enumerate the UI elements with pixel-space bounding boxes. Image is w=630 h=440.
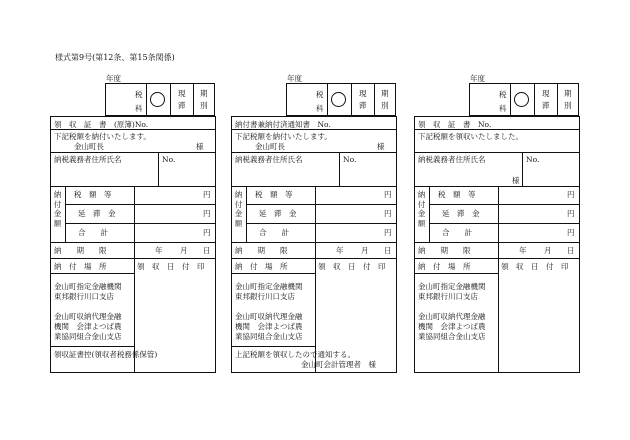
tax-kind-char-2: 科 — [499, 104, 507, 113]
payment-place-label: 納 付 場 所 — [54, 262, 107, 271]
deadline-month: 月 — [361, 246, 369, 255]
no-label: No. — [343, 155, 357, 164]
slip-body-line-1: 下記税額を納付いたします。 — [235, 132, 332, 141]
slip-3 — [414, 72, 580, 372]
tax-kind-char-1: 税 — [135, 90, 143, 99]
slip-header: 領 収 証 書 No. — [418, 120, 492, 129]
taxpayer-label: 納税義務者住所氏名 — [54, 155, 122, 164]
deadline-label: 納 期 限 — [54, 246, 107, 255]
late-fee-label: 延 滞 金 — [442, 209, 480, 218]
genkyo-char-1: 現 — [359, 89, 367, 98]
genkyo-char-2: 滞 — [542, 101, 550, 110]
kibetsu-char-1: 期 — [381, 89, 389, 98]
tax-amount-yen: 円 — [203, 190, 211, 199]
deadline-year: 年 — [336, 246, 344, 255]
kibetsu-char-2: 別 — [200, 101, 208, 110]
late-fee-yen: 円 — [384, 209, 392, 218]
agent-line-2: 機関 会津よつば農 — [54, 322, 122, 331]
deadline-year: 年 — [519, 246, 527, 255]
year-label: 年度 — [106, 74, 121, 83]
deadline-month: 月 — [544, 246, 552, 255]
agent-line-3: 業協同組合金山支店 — [418, 332, 486, 341]
total-yen: 円 — [567, 228, 575, 237]
tax-kind-char-1: 税 — [316, 90, 324, 99]
deadline-day: 日 — [384, 246, 392, 255]
tax-amount-yen: 円 — [567, 190, 575, 199]
slip-body-line-2-suffix: 様 — [377, 142, 385, 151]
kibetsu-char-1: 期 — [200, 89, 208, 98]
no-label: No. — [526, 155, 540, 164]
tax-seal-circle — [514, 92, 529, 107]
genkyo-char-2: 滞 — [359, 101, 367, 110]
tax-amount-yen: 円 — [384, 190, 392, 199]
agent-line-2: 機関 会津よつば農 — [418, 322, 486, 331]
slip-1 — [50, 72, 216, 372]
agent-line-1: 金山町収納代理金融 — [54, 312, 122, 321]
genkyo-char-2: 滞 — [178, 101, 186, 110]
bank-line-1: 金山町指定金融機関 — [235, 282, 303, 291]
late-fee-label: 延 滞 金 — [259, 209, 297, 218]
tax-kind-char-2: 科 — [316, 104, 324, 113]
tax-amount-label: 税 額 等 — [74, 190, 112, 199]
footer-line-1: 領収証書控(領収者税務係保管) — [54, 350, 158, 359]
genkyo-char-1: 現 — [542, 89, 550, 98]
taxpayer-label: 納税義務者住所氏名 — [235, 155, 303, 164]
deadline-day: 日 — [567, 246, 575, 255]
no-label: No. — [162, 155, 176, 164]
tax-amount-label: 税 額 等 — [438, 190, 476, 199]
tax-kind-char-1: 税 — [499, 90, 507, 99]
slip-2 — [231, 72, 397, 372]
late-fee-label: 延 滞 金 — [78, 209, 116, 218]
total-label: 合 計 — [259, 228, 289, 237]
late-fee-yen: 円 — [203, 209, 211, 218]
amount-group-label: 納 付 金 額 — [234, 190, 243, 228]
slip-header: 納付書兼納付済通知書 No. — [235, 120, 331, 129]
deadline-year: 年 — [155, 246, 163, 255]
bank-line-1: 金山町指定金融機関 — [54, 282, 122, 291]
kibetsu-char-1: 期 — [564, 89, 572, 98]
footer-line-1: 上記税額を領収したので通知する。 — [235, 350, 355, 359]
taxpayer-label: 納税義務者住所氏名 — [418, 155, 486, 164]
kibetsu-char-2: 別 — [381, 101, 389, 110]
bank-line-2: 東邦銀行川口支店 — [54, 292, 114, 301]
slip-header: 領 収 証 書 (原簿)No. — [54, 120, 149, 129]
slip-body-line-2: 金山町長 — [255, 142, 285, 151]
year-label: 年度 — [470, 74, 485, 83]
kibetsu-char-2: 別 — [564, 101, 572, 110]
tax-seal-circle — [331, 92, 346, 107]
slip-body-line-1: 下記税額を納付いたします。 — [54, 132, 151, 141]
deadline-label: 納 期 限 — [235, 246, 288, 255]
tax-seal-circle — [150, 92, 165, 107]
agent-line-1: 金山町収納代理金融 — [235, 312, 303, 321]
agent-line-1: 金山町収納代理金融 — [418, 312, 486, 321]
deadline-day: 日 — [203, 246, 211, 255]
amount-group-label: 納 付 金 額 — [417, 190, 426, 228]
amount-group-label: 納 付 金 額 — [53, 190, 62, 228]
deadline-label: 納 期 限 — [418, 246, 471, 255]
total-yen: 円 — [384, 228, 392, 237]
total-yen: 円 — [203, 228, 211, 237]
agent-line-3: 業協同組合金山支店 — [235, 332, 303, 341]
bank-line-2: 東邦銀行川口支店 — [235, 292, 295, 301]
tax-kind-char-2: 科 — [135, 104, 143, 113]
total-label: 合 計 — [442, 228, 472, 237]
receipt-date-label: 領 収 日 付 印 — [318, 262, 386, 271]
total-label: 合 計 — [78, 228, 108, 237]
slip-body-line-2-suffix: 様 — [196, 142, 204, 151]
form-title: 様式第9号(第12条、第15条関係) — [55, 53, 175, 62]
agent-line-3: 業協同組合金山支店 — [54, 332, 122, 341]
deadline-month: 月 — [180, 246, 188, 255]
bank-line-2: 東邦銀行川口支店 — [418, 292, 478, 301]
year-label: 年度 — [287, 74, 302, 83]
genkyo-char-1: 現 — [178, 89, 186, 98]
receipt-date-label: 領 収 日 付 印 — [501, 262, 569, 271]
late-fee-yen: 円 — [567, 209, 575, 218]
taxpayer-sama: 様 — [512, 176, 520, 185]
payment-place-label: 納 付 場 所 — [418, 262, 471, 271]
receipt-date-label: 領 収 日 付 印 — [137, 262, 205, 271]
bank-line-1: 金山町指定金融機関 — [418, 282, 486, 291]
payment-place-label: 納 付 場 所 — [235, 262, 288, 271]
footer-line-2: 金山町会計管理者 様 — [301, 360, 376, 369]
slip-body-line-1: 下記税額を領収いたしました。 — [418, 132, 523, 141]
agent-line-2: 機関 会津よつば農 — [235, 322, 303, 331]
slip-body-line-2: 金山町長 — [74, 142, 104, 151]
tax-amount-label: 税 額 等 — [255, 190, 293, 199]
